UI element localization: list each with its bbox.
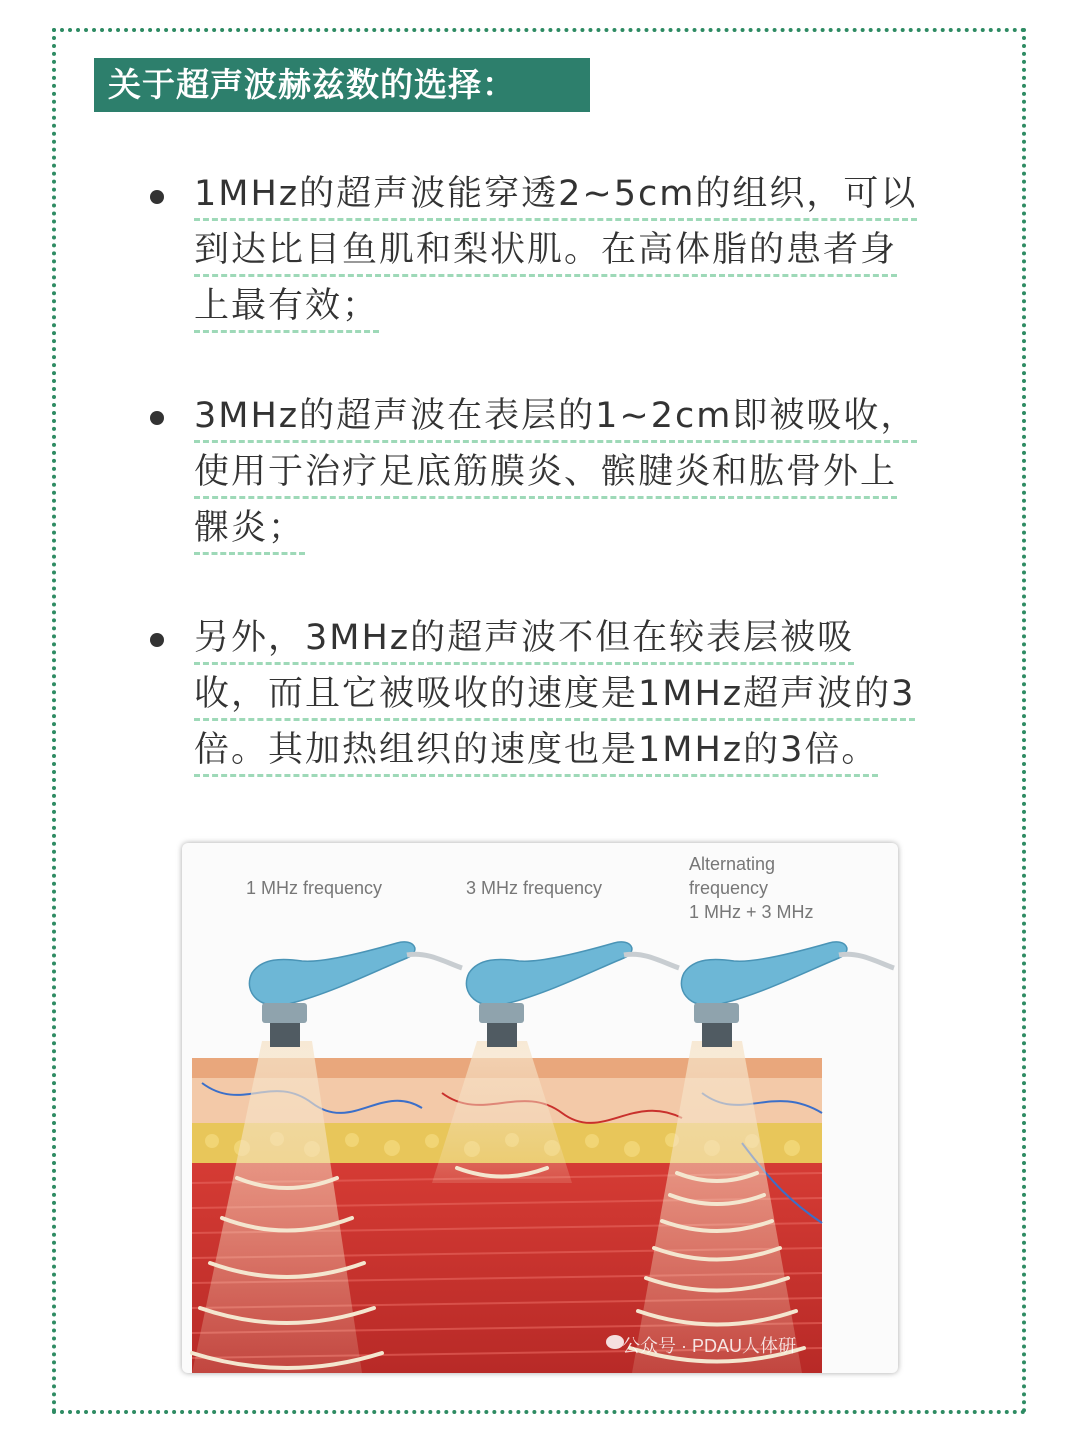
paragraph-1-line-1: 1MHz的超声波能穿透2~5cm的组织，可以	[194, 172, 917, 216]
bullet-dot	[150, 633, 164, 647]
section-title: 关于超声波赫兹数的选择：	[94, 58, 590, 112]
tissue-illustration	[182, 843, 898, 1373]
paragraph-2-line-2: 使用于治疗足底筋膜炎、髌腱炎和肱骨外上	[194, 450, 897, 494]
label-3mhz: 3 MHz frequency	[466, 878, 603, 898]
paragraph-3-line-1: 另外，3MHz的超声波不但在较表层被吸	[194, 616, 854, 660]
paragraph-3-line-2: 收，而且它被吸收的速度是1MHz超声波的3	[194, 672, 915, 716]
label-alternating-1: Alternating	[689, 854, 776, 874]
label-alternating-3: 1 MHz + 3 MHz	[689, 902, 814, 922]
probe-3mhz	[466, 942, 679, 1047]
bullet-dot	[150, 411, 164, 425]
paragraph-1-line-3: 上最有效；	[194, 284, 379, 328]
label-alternating-2: frequency	[689, 878, 769, 898]
paragraph-3-line-3: 倍。其加热组织的速度也是1MHz的3倍。	[194, 728, 878, 772]
paragraph-2-line-3: 髁炎；	[194, 506, 305, 550]
watermark-text: 公众号 · PDAU人体硏	[622, 1336, 797, 1356]
paragraph-2-line-1: 3MHz的超声波在表层的1~2cm即被吸收，	[194, 394, 917, 438]
probe-1mhz	[249, 942, 462, 1047]
bullet-dot	[150, 190, 164, 204]
label-1mhz: 1 MHz frequency	[246, 878, 383, 898]
ultrasound-frequency-figure	[182, 843, 898, 1373]
paragraph-1-line-2: 到达比目鱼肌和梨状肌。在高体脂的患者身	[194, 228, 897, 272]
probe-alternating	[681, 942, 894, 1047]
